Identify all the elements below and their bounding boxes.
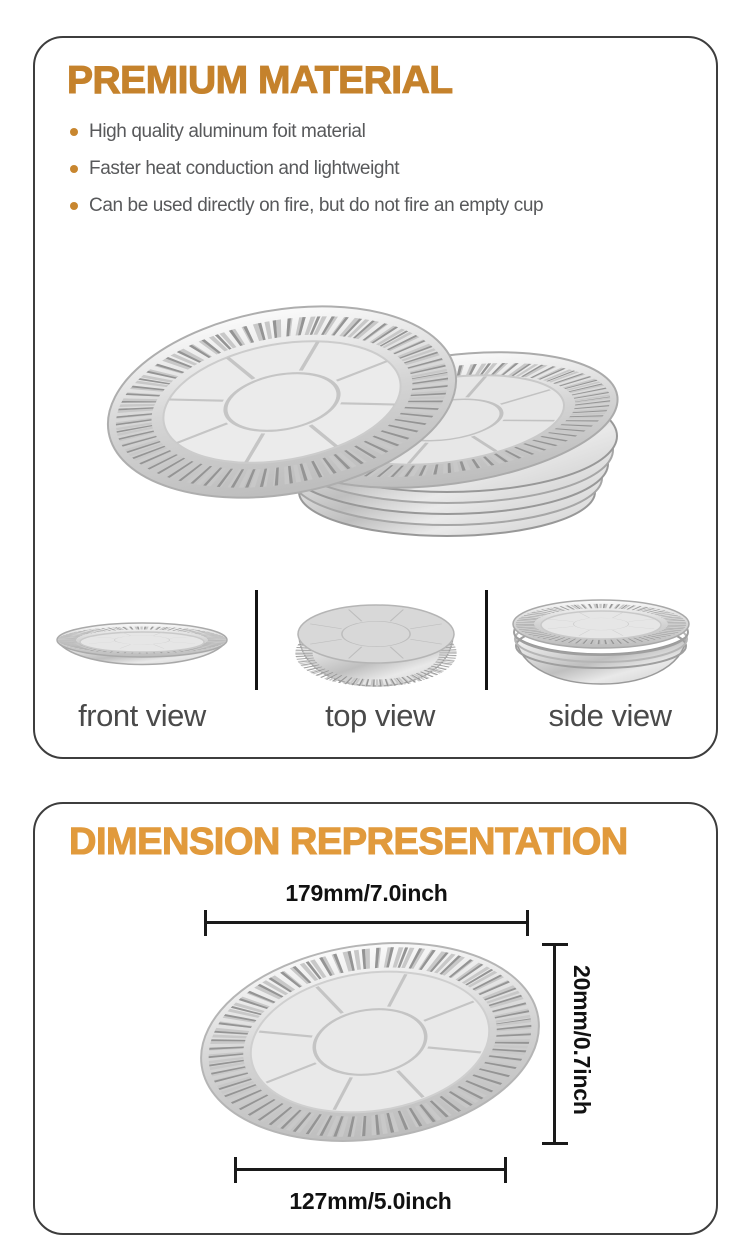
bullet-dot-icon xyxy=(70,165,78,173)
bottom-width-dimension-line xyxy=(234,1157,507,1183)
bullet-item xyxy=(70,159,543,179)
bullet-item xyxy=(70,122,543,142)
bullet-text: Can be used directly on fire, but do not fire an empty cup xyxy=(89,195,544,216)
depth-dimension-label: 20mm/0.7inch xyxy=(569,965,595,1115)
product-hero-image xyxy=(95,253,655,563)
dimension-card xyxy=(33,802,718,1235)
front-view-label: front view xyxy=(78,698,206,733)
bullet-item xyxy=(70,196,543,216)
bullet-dot-icon xyxy=(70,128,78,136)
top-width-dimension-line xyxy=(204,910,529,936)
top-width-dimension-label: 179mm/7.0inch xyxy=(285,880,448,906)
bullet-dot-icon xyxy=(70,202,78,210)
feature-bullet-list xyxy=(70,122,543,233)
bullet-text: High quality aluminum foit material xyxy=(89,121,366,142)
depth-dimension-line xyxy=(542,943,568,1145)
dimension-pan-image xyxy=(195,940,545,1144)
bottom-width-dimension-label: 127mm/5.0inch xyxy=(289,1188,452,1214)
premium-material-card xyxy=(33,36,718,759)
front-view-image xyxy=(52,612,232,682)
premium-section-title: PREMIUM MATERIAL xyxy=(67,59,453,102)
side-view-label: side view xyxy=(548,698,672,733)
top-view-label: top view xyxy=(325,698,435,733)
bullet-text: Faster heat conduction and lightweight xyxy=(89,158,400,179)
top-view-image xyxy=(285,596,467,692)
view-divider xyxy=(255,590,258,690)
dimension-section-title: DIMENSION REPRESENTATION xyxy=(69,821,628,863)
side-view-image xyxy=(507,594,695,688)
view-divider xyxy=(485,590,488,690)
